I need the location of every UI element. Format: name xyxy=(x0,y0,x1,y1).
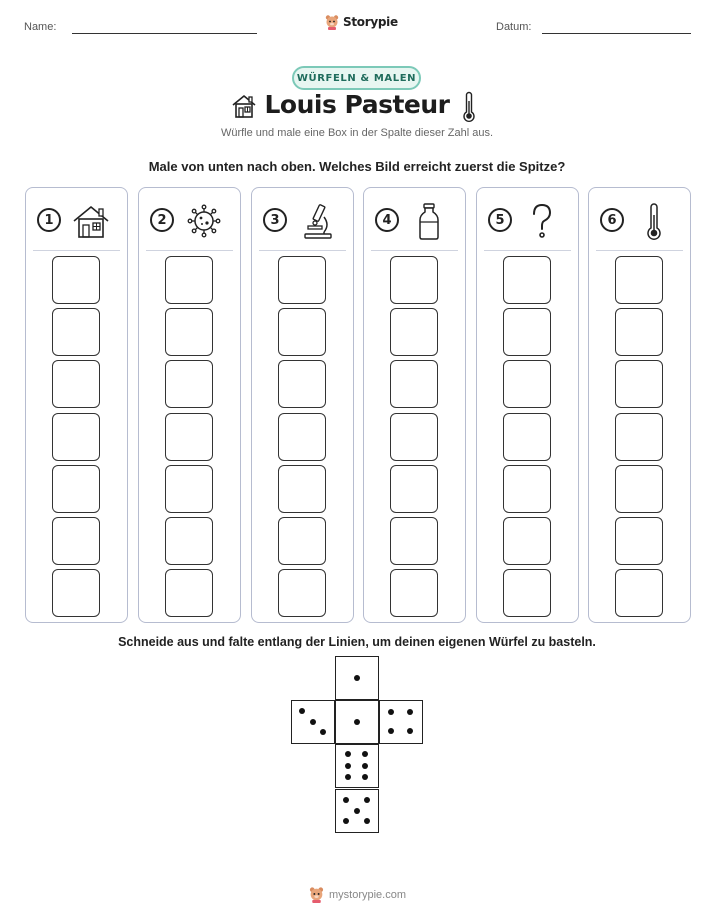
die-face-4 xyxy=(379,700,423,744)
color-box[interactable] xyxy=(165,360,213,408)
color-box[interactable] xyxy=(615,360,663,408)
activity-tag: WÜRFELN & MALEN xyxy=(292,66,421,90)
brand-logo xyxy=(325,14,398,30)
color-box[interactable] xyxy=(615,569,663,617)
column-number: 3 xyxy=(263,208,287,232)
color-box[interactable] xyxy=(165,465,213,513)
die-pip xyxy=(354,675,360,681)
column-divider xyxy=(33,250,120,251)
milk-bottle-icon xyxy=(408,201,450,241)
page-subtitle: Würfle und male eine Box in der Spalte dieser Zahl aus. xyxy=(220,127,494,139)
column-number: 1 xyxy=(37,208,61,232)
page-title: Louis Pasteur xyxy=(264,90,450,119)
color-box[interactable] xyxy=(503,413,551,461)
cut-instruction: Schneide aus und falte entlang der Linien, um deinen eigenen Würfel zu basteln. xyxy=(118,635,596,649)
die-pip xyxy=(345,751,351,757)
column-divider xyxy=(596,250,683,251)
die-face-6 xyxy=(335,744,379,788)
column-1 xyxy=(25,187,128,623)
die-pip xyxy=(364,818,370,824)
color-box[interactable] xyxy=(52,413,100,461)
column-divider xyxy=(484,250,571,251)
color-box[interactable] xyxy=(165,256,213,304)
column-5 xyxy=(476,187,579,623)
question-mark-icon xyxy=(521,201,563,241)
color-box[interactable] xyxy=(52,517,100,565)
color-box[interactable] xyxy=(278,569,326,617)
date-line[interactable] xyxy=(542,33,691,34)
color-box[interactable] xyxy=(615,308,663,356)
color-box[interactable] xyxy=(278,413,326,461)
footer xyxy=(309,886,406,903)
footer-url[interactable]: mystorypie.com xyxy=(329,888,407,901)
die-pip xyxy=(388,728,394,734)
color-box[interactable] xyxy=(52,256,100,304)
color-box[interactable] xyxy=(165,517,213,565)
die-face-5 xyxy=(335,789,379,833)
color-box[interactable] xyxy=(52,569,100,617)
color-box[interactable] xyxy=(390,308,438,356)
die-pip xyxy=(354,719,360,725)
color-box[interactable] xyxy=(615,413,663,461)
color-box[interactable] xyxy=(52,308,100,356)
column-4 xyxy=(363,187,466,623)
color-box[interactable] xyxy=(390,517,438,565)
color-box[interactable] xyxy=(278,256,326,304)
die-pip xyxy=(299,708,305,714)
column-header xyxy=(589,188,690,250)
die-pip xyxy=(354,808,360,814)
color-box[interactable] xyxy=(503,465,551,513)
die-pip xyxy=(364,797,370,803)
color-box[interactable] xyxy=(52,465,100,513)
color-box[interactable] xyxy=(390,413,438,461)
name-line[interactable] xyxy=(72,33,257,34)
date-label: Datum: xyxy=(496,21,532,33)
column-number: 4 xyxy=(375,208,399,232)
column-number: 6 xyxy=(600,208,624,232)
color-box[interactable] xyxy=(278,517,326,565)
color-box[interactable] xyxy=(165,569,213,617)
color-box[interactable] xyxy=(390,256,438,304)
color-box[interactable] xyxy=(503,517,551,565)
thermometer-icon xyxy=(633,201,675,241)
color-box[interactable] xyxy=(278,360,326,408)
color-box[interactable] xyxy=(615,465,663,513)
column-2 xyxy=(138,187,241,623)
germ-icon xyxy=(183,201,225,241)
color-box[interactable] xyxy=(503,360,551,408)
color-box[interactable] xyxy=(390,360,438,408)
color-box[interactable] xyxy=(503,308,551,356)
column-divider xyxy=(259,250,346,251)
instruction-text: Male von unten nach oben. Welches Bild erreicht zuerst die Spitze? xyxy=(148,159,566,174)
column-header xyxy=(26,188,127,250)
die-pip xyxy=(343,818,349,824)
die-pip xyxy=(345,774,351,780)
color-box[interactable] xyxy=(390,465,438,513)
die-pip xyxy=(362,763,368,769)
column-header xyxy=(477,188,578,250)
color-box[interactable] xyxy=(278,465,326,513)
color-box[interactable] xyxy=(278,308,326,356)
house-icon xyxy=(70,201,112,241)
color-box[interactable] xyxy=(615,517,663,565)
column-number: 5 xyxy=(488,208,512,232)
column-header xyxy=(252,188,353,250)
microscope-icon xyxy=(296,201,338,241)
column-divider xyxy=(371,250,458,251)
brand-name: Storypie xyxy=(343,15,398,29)
die-face-1 xyxy=(335,700,379,744)
column-6 xyxy=(588,187,691,623)
die-pip xyxy=(407,728,413,734)
die-pip xyxy=(343,797,349,803)
color-box[interactable] xyxy=(390,569,438,617)
die-pip xyxy=(362,751,368,757)
color-box[interactable] xyxy=(165,308,213,356)
storypie-mascot-icon xyxy=(309,886,324,903)
thermometer-icon xyxy=(462,91,476,123)
color-box[interactable] xyxy=(503,569,551,617)
storypie-mascot-icon xyxy=(325,14,339,30)
die-pip xyxy=(388,709,394,715)
column-header xyxy=(364,188,465,250)
name-label: Name: xyxy=(24,21,57,33)
die-face-3 xyxy=(291,700,335,744)
column-3 xyxy=(251,187,354,623)
color-box[interactable] xyxy=(615,256,663,304)
die-pip xyxy=(407,709,413,715)
color-box[interactable] xyxy=(165,413,213,461)
die-pip xyxy=(320,729,326,735)
color-box[interactable] xyxy=(52,360,100,408)
die-face-1 xyxy=(335,656,379,700)
die-pip xyxy=(362,774,368,780)
die-pip xyxy=(310,719,316,725)
die-pip xyxy=(345,763,351,769)
column-number: 2 xyxy=(150,208,174,232)
column-divider xyxy=(146,250,233,251)
color-box[interactable] xyxy=(503,256,551,304)
column-header xyxy=(139,188,240,250)
